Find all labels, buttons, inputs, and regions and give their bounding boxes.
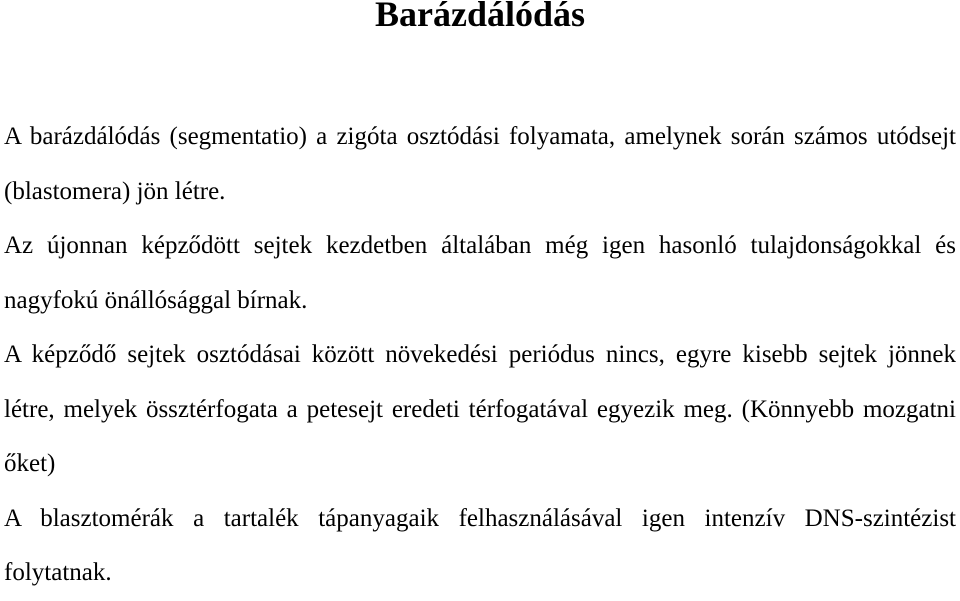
page-title: Barázdálódás: [374, 0, 586, 34]
paragraph-2: Az újonnan képződött sejtek kezdetben általában még igen hasonló tulajdonságokkal és nagyfokú önállósággal bírnak.: [4, 232, 956, 314]
paragraph-3: A képződő sejtek osztódásai között növekedési periódus nincs, egyre kisebb sejtek jönnek létre, melyek össztérfogata a petesejt eredeti térfogatával egyezik meg. (Könnyebb mozgatni őket): [4, 341, 956, 477]
paragraph-4: A blasztomérák a tartalék tápanyagaik felhasználásával igen intenzív DNS-szintézist folytatnak.: [4, 504, 956, 586]
paragraph-1: A barázdálódás (segmentatio) a zigóta osztódási folyamata, amelynek során számos utódsejt (blastomera) jön létre.: [4, 123, 956, 205]
slide-body: [4, 110, 956, 601]
